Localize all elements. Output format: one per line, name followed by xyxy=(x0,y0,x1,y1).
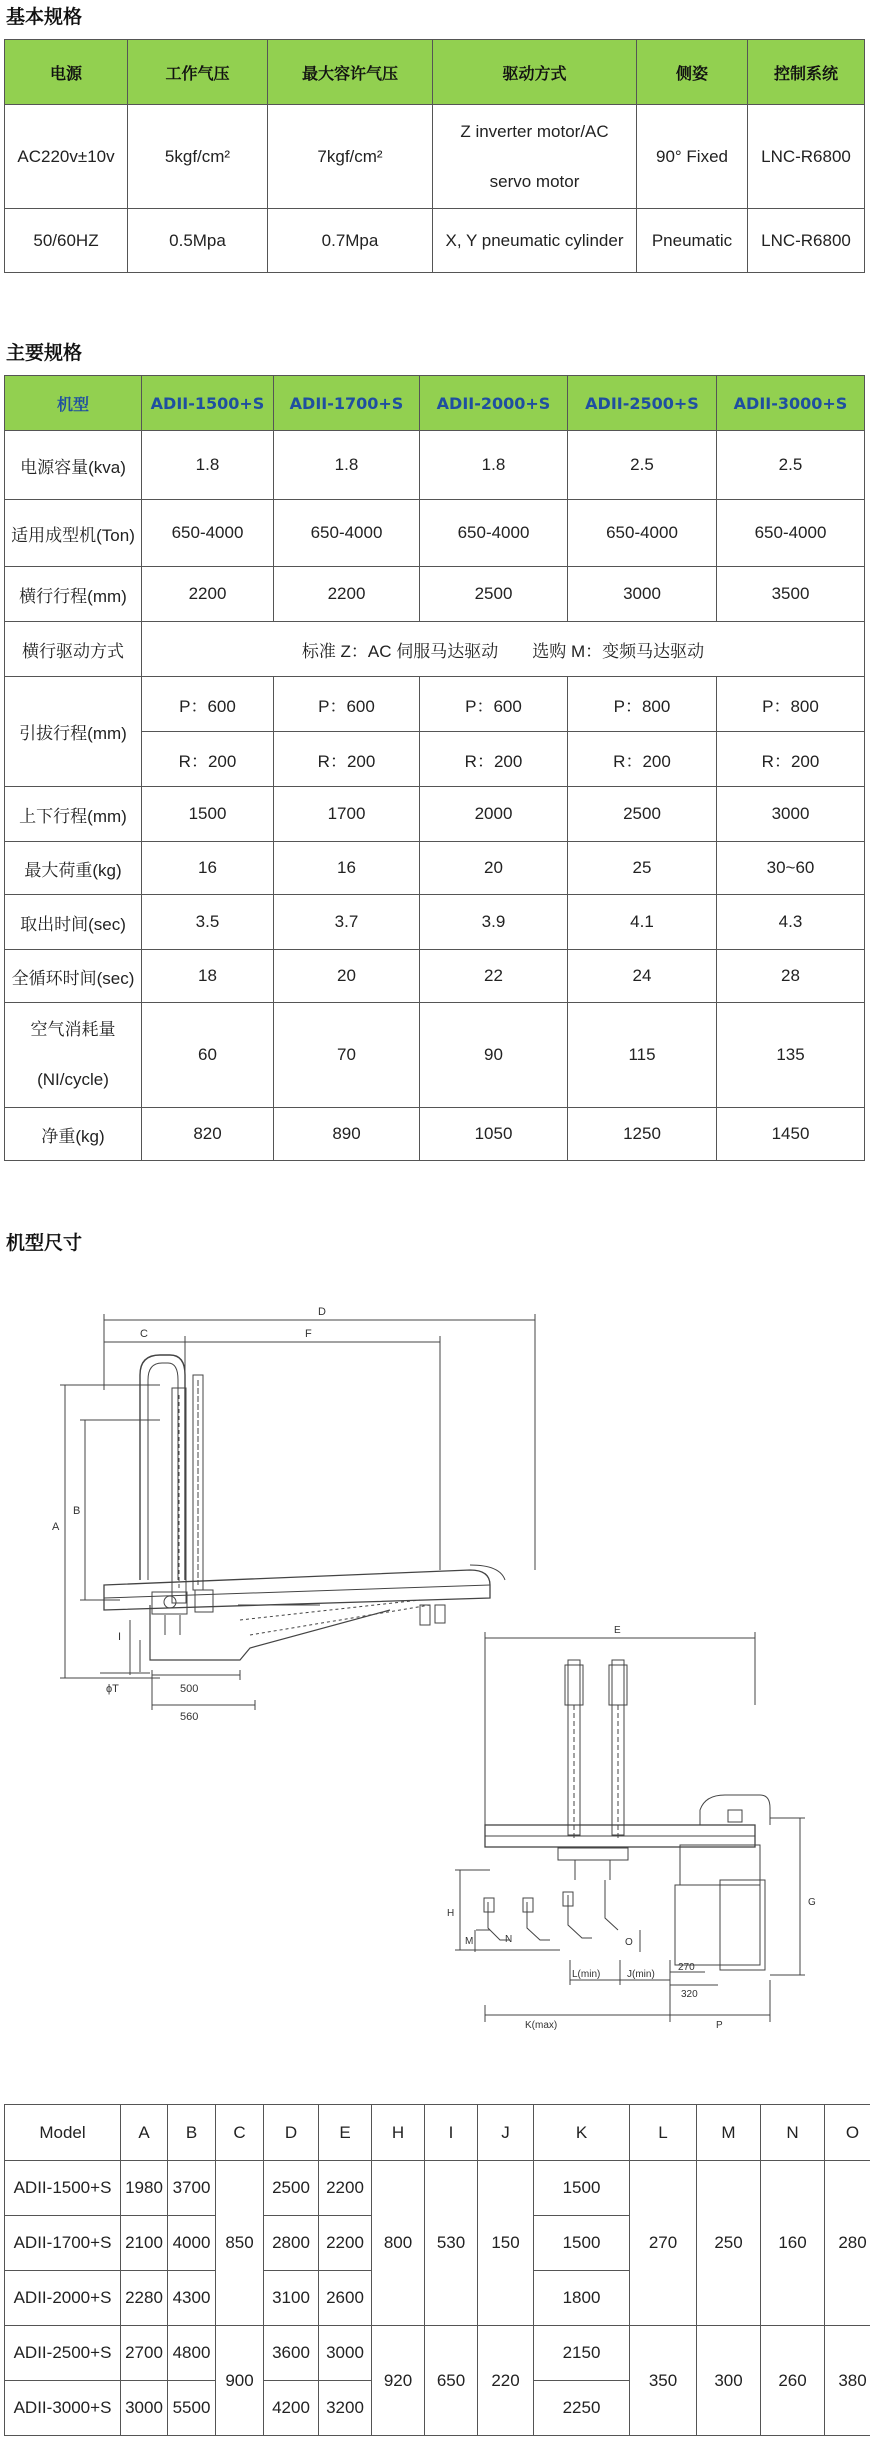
dim-label-J: J(min) xyxy=(627,1969,655,1980)
dim-e: 3000 xyxy=(319,2326,372,2381)
cell-drive: X, Y pneumatic cylinder xyxy=(433,209,637,273)
dim-n: 160 xyxy=(761,2161,825,2326)
dim-o: 380 xyxy=(825,2326,870,2436)
row-value: P：600 xyxy=(420,677,568,732)
row-value: 4.3 xyxy=(717,895,865,950)
dim-b: 4800 xyxy=(168,2326,216,2381)
row-value: 135 xyxy=(717,1003,865,1108)
row-value: 2500 xyxy=(568,787,717,842)
cell-work: 5kgf/cm² xyxy=(128,105,268,209)
dim-label-D: D xyxy=(318,1306,326,1318)
dim-label-N: N xyxy=(505,1934,513,1945)
row-value: R：200 xyxy=(274,732,420,787)
row-label: 适用成型机(Ton) xyxy=(5,500,142,567)
dim-d: 2500 xyxy=(264,2161,319,2216)
row-value: 3000 xyxy=(568,567,717,622)
row-value: 1700 xyxy=(274,787,420,842)
row-value: R：200 xyxy=(717,732,865,787)
row-label: 全循环时间(sec) xyxy=(5,950,142,1003)
row-value: 650-4000 xyxy=(568,500,717,567)
row-value: 650-4000 xyxy=(274,500,420,567)
row-value: 20 xyxy=(274,950,420,1003)
dim-b: 4000 xyxy=(168,2216,216,2271)
dim-label-H: H xyxy=(447,1908,455,1919)
dim-header: E xyxy=(319,2105,372,2161)
main-spec-title: 主要规格 xyxy=(6,342,83,364)
row-value: 1500 xyxy=(142,787,274,842)
row-value: 1.8 xyxy=(274,431,420,500)
cell-max: 0.7Mpa xyxy=(268,209,433,273)
row-label: 上下行程(mm) xyxy=(5,787,142,842)
dim-k: 2250 xyxy=(534,2381,630,2436)
dim-j: 220 xyxy=(478,2326,534,2436)
basic-spec-title: 基本规格 xyxy=(6,6,83,28)
row-value: 30~60 xyxy=(717,842,865,895)
row-value: 16 xyxy=(142,842,274,895)
row-value: 3.5 xyxy=(142,895,274,950)
dim-header: M xyxy=(697,2105,761,2161)
dim-header: J xyxy=(478,2105,534,2161)
dim-b: 4300 xyxy=(168,2271,216,2326)
dim-label-B: B xyxy=(73,1505,81,1517)
row-label: 最大荷重(kg) xyxy=(5,842,142,895)
dim-d: 4200 xyxy=(264,2381,319,2436)
row-value: P：800 xyxy=(568,677,717,732)
dim-header: K xyxy=(534,2105,630,2161)
drive-line1: Z inverter motor/AC xyxy=(460,121,609,141)
row-value: 70 xyxy=(274,1003,420,1108)
dim-m: 300 xyxy=(697,2326,761,2436)
cell-max: 7kgf/cm² xyxy=(268,105,433,209)
air-label-line2: (NI/cycle) xyxy=(37,1070,109,1089)
dim-header: C xyxy=(216,2105,264,2161)
dim-model: ADII-2500+S xyxy=(5,2326,121,2381)
row-label: 引拔行程(mm) xyxy=(5,677,142,787)
row-label: 横行驱动方式 xyxy=(5,622,142,677)
row-value: 820 xyxy=(142,1108,274,1161)
dim-a: 2100 xyxy=(121,2216,168,2271)
row-value: 1.8 xyxy=(420,431,568,500)
cell-work: 0.5Mpa xyxy=(128,209,268,273)
row-label: 取出时间(sec) xyxy=(5,895,142,950)
dim-l: 270 xyxy=(630,2161,697,2326)
header-model-name: ADII-1700+S xyxy=(274,376,420,431)
dim-model: ADII-3000+S xyxy=(5,2381,121,2436)
header-model-name: ADII-2500+S xyxy=(568,376,717,431)
row-value: 2200 xyxy=(142,567,274,622)
row-value: R：200 xyxy=(420,732,568,787)
row-value: 20 xyxy=(420,842,568,895)
row-value: 890 xyxy=(274,1108,420,1161)
dims-title: 机型尺寸 xyxy=(6,1232,83,1254)
dimension-drawing xyxy=(0,1280,870,2070)
header-control: 控制系统 xyxy=(748,40,865,105)
row-value: R：200 xyxy=(568,732,717,787)
row-label: 横行行程(mm) xyxy=(5,567,142,622)
row-value: 650-4000 xyxy=(717,500,865,567)
dim-label-560: 560 xyxy=(180,1711,199,1723)
dim-label-O: O xyxy=(625,1937,633,1948)
row-value: 16 xyxy=(274,842,420,895)
dim-header: L xyxy=(630,2105,697,2161)
row-value: 3.9 xyxy=(420,895,568,950)
dim-k: 2150 xyxy=(534,2326,630,2381)
dim-j: 150 xyxy=(478,2161,534,2326)
header-model-name: ADII-3000+S xyxy=(717,376,865,431)
dim-label-C: C xyxy=(140,1328,148,1340)
dim-l: 350 xyxy=(630,2326,697,2436)
dim-label-A: A xyxy=(52,1521,60,1533)
row-value: 18 xyxy=(142,950,274,1003)
row-value: 650-4000 xyxy=(142,500,274,567)
row-label: 电源容量(kva) xyxy=(5,431,142,500)
dim-a: 2700 xyxy=(121,2326,168,2381)
row-value: R：200 xyxy=(142,732,274,787)
dim-d: 3600 xyxy=(264,2326,319,2381)
basic-spec-table xyxy=(4,39,865,273)
header-model-name: ADII-2000+S xyxy=(420,376,568,431)
row-value: 1250 xyxy=(568,1108,717,1161)
row-value: 3000 xyxy=(717,787,865,842)
dim-header: Model xyxy=(5,2105,121,2161)
row-label: 净重(kg) xyxy=(5,1108,142,1161)
row-value: 3500 xyxy=(717,567,865,622)
dim-h: 920 xyxy=(372,2326,425,2436)
drive-method-value: 标准 Z：AC 伺服马达驱动 选购 M：变频马达驱动 xyxy=(142,622,865,677)
dim-header: H xyxy=(372,2105,425,2161)
dim-header: A xyxy=(121,2105,168,2161)
dim-label-M: M xyxy=(465,1936,474,1947)
dim-n: 260 xyxy=(761,2326,825,2436)
header-work-pressure: 工作气压 xyxy=(128,40,268,105)
dim-label-P: P xyxy=(716,2020,723,2031)
cell-power: 50/60HZ xyxy=(5,209,128,273)
dim-label-500: 500 xyxy=(180,1683,199,1695)
header-drive: 驱动方式 xyxy=(433,40,637,105)
dim-label-L: L(min) xyxy=(572,1969,601,1980)
dim-m: 250 xyxy=(697,2161,761,2326)
dim-d: 3100 xyxy=(264,2271,319,2326)
dim-a: 1980 xyxy=(121,2161,168,2216)
dim-header: I xyxy=(425,2105,478,2161)
dim-i: 530 xyxy=(425,2161,478,2326)
dim-model: ADII-1500+S xyxy=(5,2161,121,2216)
row-value: 2.5 xyxy=(568,431,717,500)
dim-e: 2200 xyxy=(319,2161,372,2216)
row-value: 3.7 xyxy=(274,895,420,950)
row-label xyxy=(5,1003,142,1108)
dim-header: D xyxy=(264,2105,319,2161)
row-value: 1.8 xyxy=(142,431,274,500)
header-model: 机型 xyxy=(5,376,142,431)
dim-label-F: F xyxy=(305,1328,312,1340)
header-power: 电源 xyxy=(5,40,128,105)
dim-header: B xyxy=(168,2105,216,2161)
row-value: 2200 xyxy=(274,567,420,622)
row-value: 115 xyxy=(568,1003,717,1108)
dim-a: 2280 xyxy=(121,2271,168,2326)
dim-b: 3700 xyxy=(168,2161,216,2216)
row-value: 650-4000 xyxy=(420,500,568,567)
row-value: 24 xyxy=(568,950,717,1003)
row-value: P：800 xyxy=(717,677,865,732)
header-posture: 侧姿 xyxy=(637,40,748,105)
dim-k: 1500 xyxy=(534,2216,630,2271)
dim-label-I: I xyxy=(118,1631,122,1643)
dim-e: 3200 xyxy=(319,2381,372,2436)
dim-label-320: 320 xyxy=(681,1989,698,2000)
dim-a: 3000 xyxy=(121,2381,168,2436)
row-value: 60 xyxy=(142,1003,274,1108)
dim-i: 650 xyxy=(425,2326,478,2436)
dim-label-E: E xyxy=(614,1625,621,1636)
row-value: 4.1 xyxy=(568,895,717,950)
main-spec-table xyxy=(4,375,865,1161)
cell-control: LNC-R6800 xyxy=(748,209,865,273)
dim-d: 2800 xyxy=(264,2216,319,2271)
cell-posture: Pneumatic xyxy=(637,209,748,273)
dim-label-K: K(max) xyxy=(525,2020,558,2031)
air-label-line1: 空气消耗量 xyxy=(30,1020,116,1039)
row-value: 25 xyxy=(568,842,717,895)
dim-model: ADII-1700+S xyxy=(5,2216,121,2271)
dim-label-G: G xyxy=(808,1897,816,1908)
dim-b: 5500 xyxy=(168,2381,216,2436)
dim-e: 2600 xyxy=(319,2271,372,2326)
row-value: 90 xyxy=(420,1003,568,1108)
row-value: 2.5 xyxy=(717,431,865,500)
row-value: 2000 xyxy=(420,787,568,842)
dim-c: 900 xyxy=(216,2326,264,2436)
dim-h: 800 xyxy=(372,2161,425,2326)
row-value: P：600 xyxy=(142,677,274,732)
row-value: 1450 xyxy=(717,1108,865,1161)
side-view-drawing xyxy=(60,1314,535,1710)
row-value: 28 xyxy=(717,950,865,1003)
drive-line2: servo motor xyxy=(489,171,580,191)
header-model-name: ADII-1500+S xyxy=(142,376,274,431)
cell-drive xyxy=(433,105,637,209)
dim-header: O xyxy=(825,2105,870,2161)
dim-c: 850 xyxy=(216,2161,264,2326)
dim-o: 280 xyxy=(825,2161,870,2326)
front-view-drawing xyxy=(455,1632,805,2022)
dimensions-table xyxy=(4,2104,870,2436)
dim-label-270: 270 xyxy=(678,1962,695,1973)
cell-control: LNC-R6800 xyxy=(748,105,865,209)
header-max-pressure: 最大容许气压 xyxy=(268,40,433,105)
dim-model: ADII-2000+S xyxy=(5,2271,121,2326)
dim-label-T: ϕT xyxy=(106,1683,119,1695)
row-value: 1050 xyxy=(420,1108,568,1161)
dim-k: 1800 xyxy=(534,2271,630,2326)
cell-power: AC220v±10v xyxy=(5,105,128,209)
row-value: P：600 xyxy=(274,677,420,732)
dim-k: 1500 xyxy=(534,2161,630,2216)
row-value: 22 xyxy=(420,950,568,1003)
row-value: 2500 xyxy=(420,567,568,622)
dim-header: N xyxy=(761,2105,825,2161)
dim-e: 2200 xyxy=(319,2216,372,2271)
cell-posture: 90° Fixed xyxy=(637,105,748,209)
